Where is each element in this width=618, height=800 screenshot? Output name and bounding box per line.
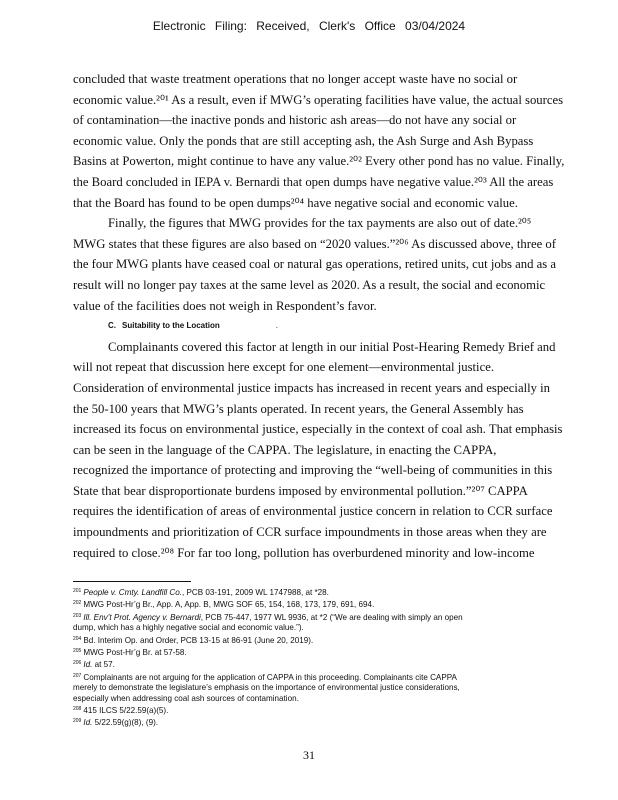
body-line: required to close.²⁰⁸ For far too long, pollution has overburdened minority and low-income (73, 545, 535, 560)
footnote-number: 208 (73, 706, 82, 713)
footnote-text: MWG Post-Hr’g Br., App. A, App. B, MWG SOF 65, 154, 168, 173, 179, 691, 694. (83, 600, 375, 610)
footnote-separator (73, 581, 191, 582)
footnote-number: 209 (73, 718, 82, 725)
body-line: recognized the importance of protecting and improving the “well-being of communities in this (73, 463, 553, 478)
footnote-citation: Id. (83, 660, 93, 670)
footnote-continuation (73, 683, 598, 693)
body-text (73, 69, 598, 563)
footnote-text: Bd. Interim Op. and Order, PCB 13-15 at 86-91 (June 20, 2019). (83, 635, 314, 645)
footnote-text: 5/22.59(g)(8), (9). (92, 718, 159, 728)
body-line: result will no longer pay taxes at the same level as 2020. As a result, the social and economic (73, 277, 546, 292)
body-line: impoundments and prioritization of CCR surface impoundments in those areas when they are (73, 525, 547, 540)
footnote-text: at 57. (92, 660, 115, 670)
footnote-number: 202 (73, 600, 82, 607)
footnote-number: 207 (73, 672, 82, 679)
body-line: Finally, the figures that MWG provides for the tax payments are also out of date.²⁰⁵ (108, 216, 532, 231)
body-line: the Board concluded in IEPA v. Bernardi that open dumps have negative value.²⁰³ All the areas (73, 174, 554, 189)
filing-header: Electronic Filing: Received, Clerk's Office 03/04/2024 (152, 19, 466, 33)
body-line: will not repeat that discussion here except for one element—environmental justice. (73, 360, 495, 375)
footnote-number: 206 (73, 660, 82, 667)
footnote (73, 598, 598, 610)
section-heading-text: Suitability to the Location (122, 321, 220, 331)
footnote-text: merely to demonstrate the legislature’s emphasis on the importance of environmental justice considerations, (73, 683, 460, 693)
footnote-continuation (73, 694, 598, 704)
footnote-text: Complainants are not arguing for the application of CAPPA in this proceeding. Complainants cite CAPPA (83, 672, 457, 682)
footnote (73, 586, 598, 598)
footnote-number: 203 (73, 612, 82, 619)
footnotes (73, 586, 598, 729)
body-line: the 50-100 years that MWG’s plants operated. In recent years, the General Assembly has (73, 401, 524, 416)
footnote-text: , PCB 75-447, 1977 WL 9936, at *2 (“We are dealing with simply an open (200, 612, 463, 622)
footnote (73, 658, 598, 670)
footnote-citation: People v. Cmty. Landfill Co. (83, 588, 183, 597)
footnote (73, 704, 598, 716)
body-line: the four MWG plants have ceased coal or natural gas operations, retired units, cut jobs and as a (73, 257, 557, 272)
body-line: economic value. Only the ponds that are still accepting ash, the Ash Surge and Ash Bypass (73, 133, 534, 148)
body-line: State that bear disproportionate burdens imposed by environmental pollution.”²⁰⁷ CAPPA (73, 483, 528, 498)
body-line: value of the facilities does not weigh in Respondent’s favor. (73, 298, 377, 313)
section-heading-number: C. (108, 321, 116, 331)
section-heading (73, 316, 598, 337)
page-number: 31 (303, 748, 315, 762)
body-line: Complainants covered this factor at length in our initial Post-Hearing Remedy Brief and (108, 339, 556, 354)
body-line: that the Board has found to be open dumps²⁰⁴ have negative social and economic value. (73, 195, 518, 210)
body-line: requires the identification of areas of environmental justice concern in relation to CCR surface (73, 504, 553, 519)
footnote (73, 634, 598, 646)
footnote-citation: Ill. Env’t Prot. Agency v. Bernardi (83, 612, 201, 622)
body-line: Basins at Powerton, might continue to have any value.²⁰² Every other pond has no value. Finally, (73, 154, 565, 169)
footnote-text: 415 ILCS 5/22.59(a)(5). (83, 706, 169, 716)
footnote (73, 671, 598, 683)
footnote-text: MWG Post-Hr’g Br. at 57-58. (83, 648, 187, 658)
body-line: of contamination—the inactive ponds and historic ash areas—do not have any social or (73, 113, 517, 128)
footnote-citation: Id. (83, 718, 93, 728)
body-line: Consideration of environmental justice impacts has increased in recent years and especially in (73, 380, 551, 395)
body-line: MWG states that these figures are also based on “2020 values.”²⁰⁶ As discussed above, three of (73, 236, 556, 251)
footnote-number: 201 (73, 588, 82, 594)
footnote-number: 205 (73, 648, 82, 655)
section-heading-period: . (275, 321, 279, 331)
body-line: increased its focus on environmental justice, especially in the context of coal ash. That emphasis (73, 422, 563, 437)
footnote (73, 611, 598, 623)
footnote-text: dump, which has a highly negative social and economic value.”). (73, 623, 304, 633)
footnote-text: , PCB 03-191, 2009 WL 1747988, at *28. (182, 588, 329, 597)
footnote-number: 204 (73, 635, 82, 642)
footnote (73, 646, 598, 658)
body-line: concluded that waste treatment operations that no longer accept waste have no social or (73, 72, 518, 86)
footnote-text: especially when addressing coal ash sources of contamination. (73, 693, 299, 703)
footnote (73, 716, 598, 728)
body-line: economic value.²⁰¹ As a result, even if MWG’s operating facilities have value, the actual sources (73, 92, 564, 107)
footnote-continuation (73, 623, 598, 633)
body-line: can be seen in the language of the CAPPA. The legislature, in enacting the CAPPA, (73, 442, 497, 457)
